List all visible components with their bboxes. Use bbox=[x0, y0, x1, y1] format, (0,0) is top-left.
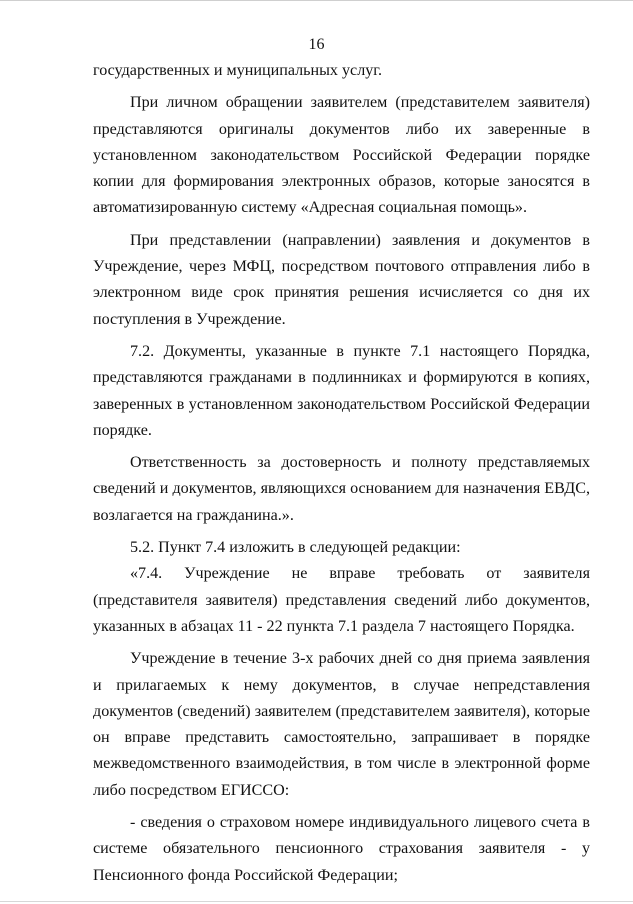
paragraph-responsibility: Ответственность за достоверность и полноту представляемых сведений и документов, являющихся основанием для назначения ЕВДС, возлагается на гражданина.». bbox=[93, 454, 590, 524]
paragraph-personal-submission: При личном обращении заявителем (представителем заявителя) представляются оригиналы документов либо их заверенные в установленном законодательством Российской Федерации порядке копии для формирования электронных образов, которые заносятся в автоматизированную систему «Адресная социальная помощь». bbox=[93, 94, 590, 217]
document-body bbox=[93, 58, 590, 889]
paragraph-submission-term: При представлении (направлении) заявления и документов в Учреждение, через МФЦ, посредством почтового отправления либо в электронном виде срок принятия решения исчисляется со дня их поступления в Учреждение. bbox=[93, 231, 590, 328]
list-item-insurance-number: - сведения о страховом номере индивидуального лицевого счета в системе обязательного пенсионного страхования заявителя - у Пенсионного фонда Российской Федерации; bbox=[93, 814, 590, 884]
paragraph-amendment-5-2: 5.2. Пункт 7.4 изложить в следующей редакции: bbox=[130, 539, 461, 557]
paragraph-continuation: государственных и муниципальных услуг. bbox=[93, 62, 383, 79]
paragraph-clause-7-2: 7.2. Документы, указанные в пункте 7.1 настоящего Порядка, представляются гражданами в подлинниках и формируются в копиях, заверенных в установленном законодательством Российской Федерации порядке. bbox=[93, 342, 590, 439]
top-scan-edge bbox=[0, 0, 633, 1]
paragraph-interagency-request: Учреждение в течение 3-х рабочих дней со дня приема заявления и прилагаемых к нему документов, в случае непредставления документов (сведений) заявителем (представителем заявителя), которые он вправе представить самостоятельно, запрашивает в порядке межведомственного взаимодействия, в том числе в электронной форме либо посредством ЕГИССО: bbox=[93, 650, 590, 799]
paragraph-clause-7-4: «7.4. Учреждение не вправе требовать от заявителя (представителя заявителя) представления сведений либо документов, указанных в абзацах 11 - 22 пункта 7.1 раздела 7 настоящего Порядка. bbox=[93, 565, 590, 635]
bottom-scan-edge bbox=[0, 901, 633, 902]
page-number: 16 bbox=[308, 36, 325, 53]
